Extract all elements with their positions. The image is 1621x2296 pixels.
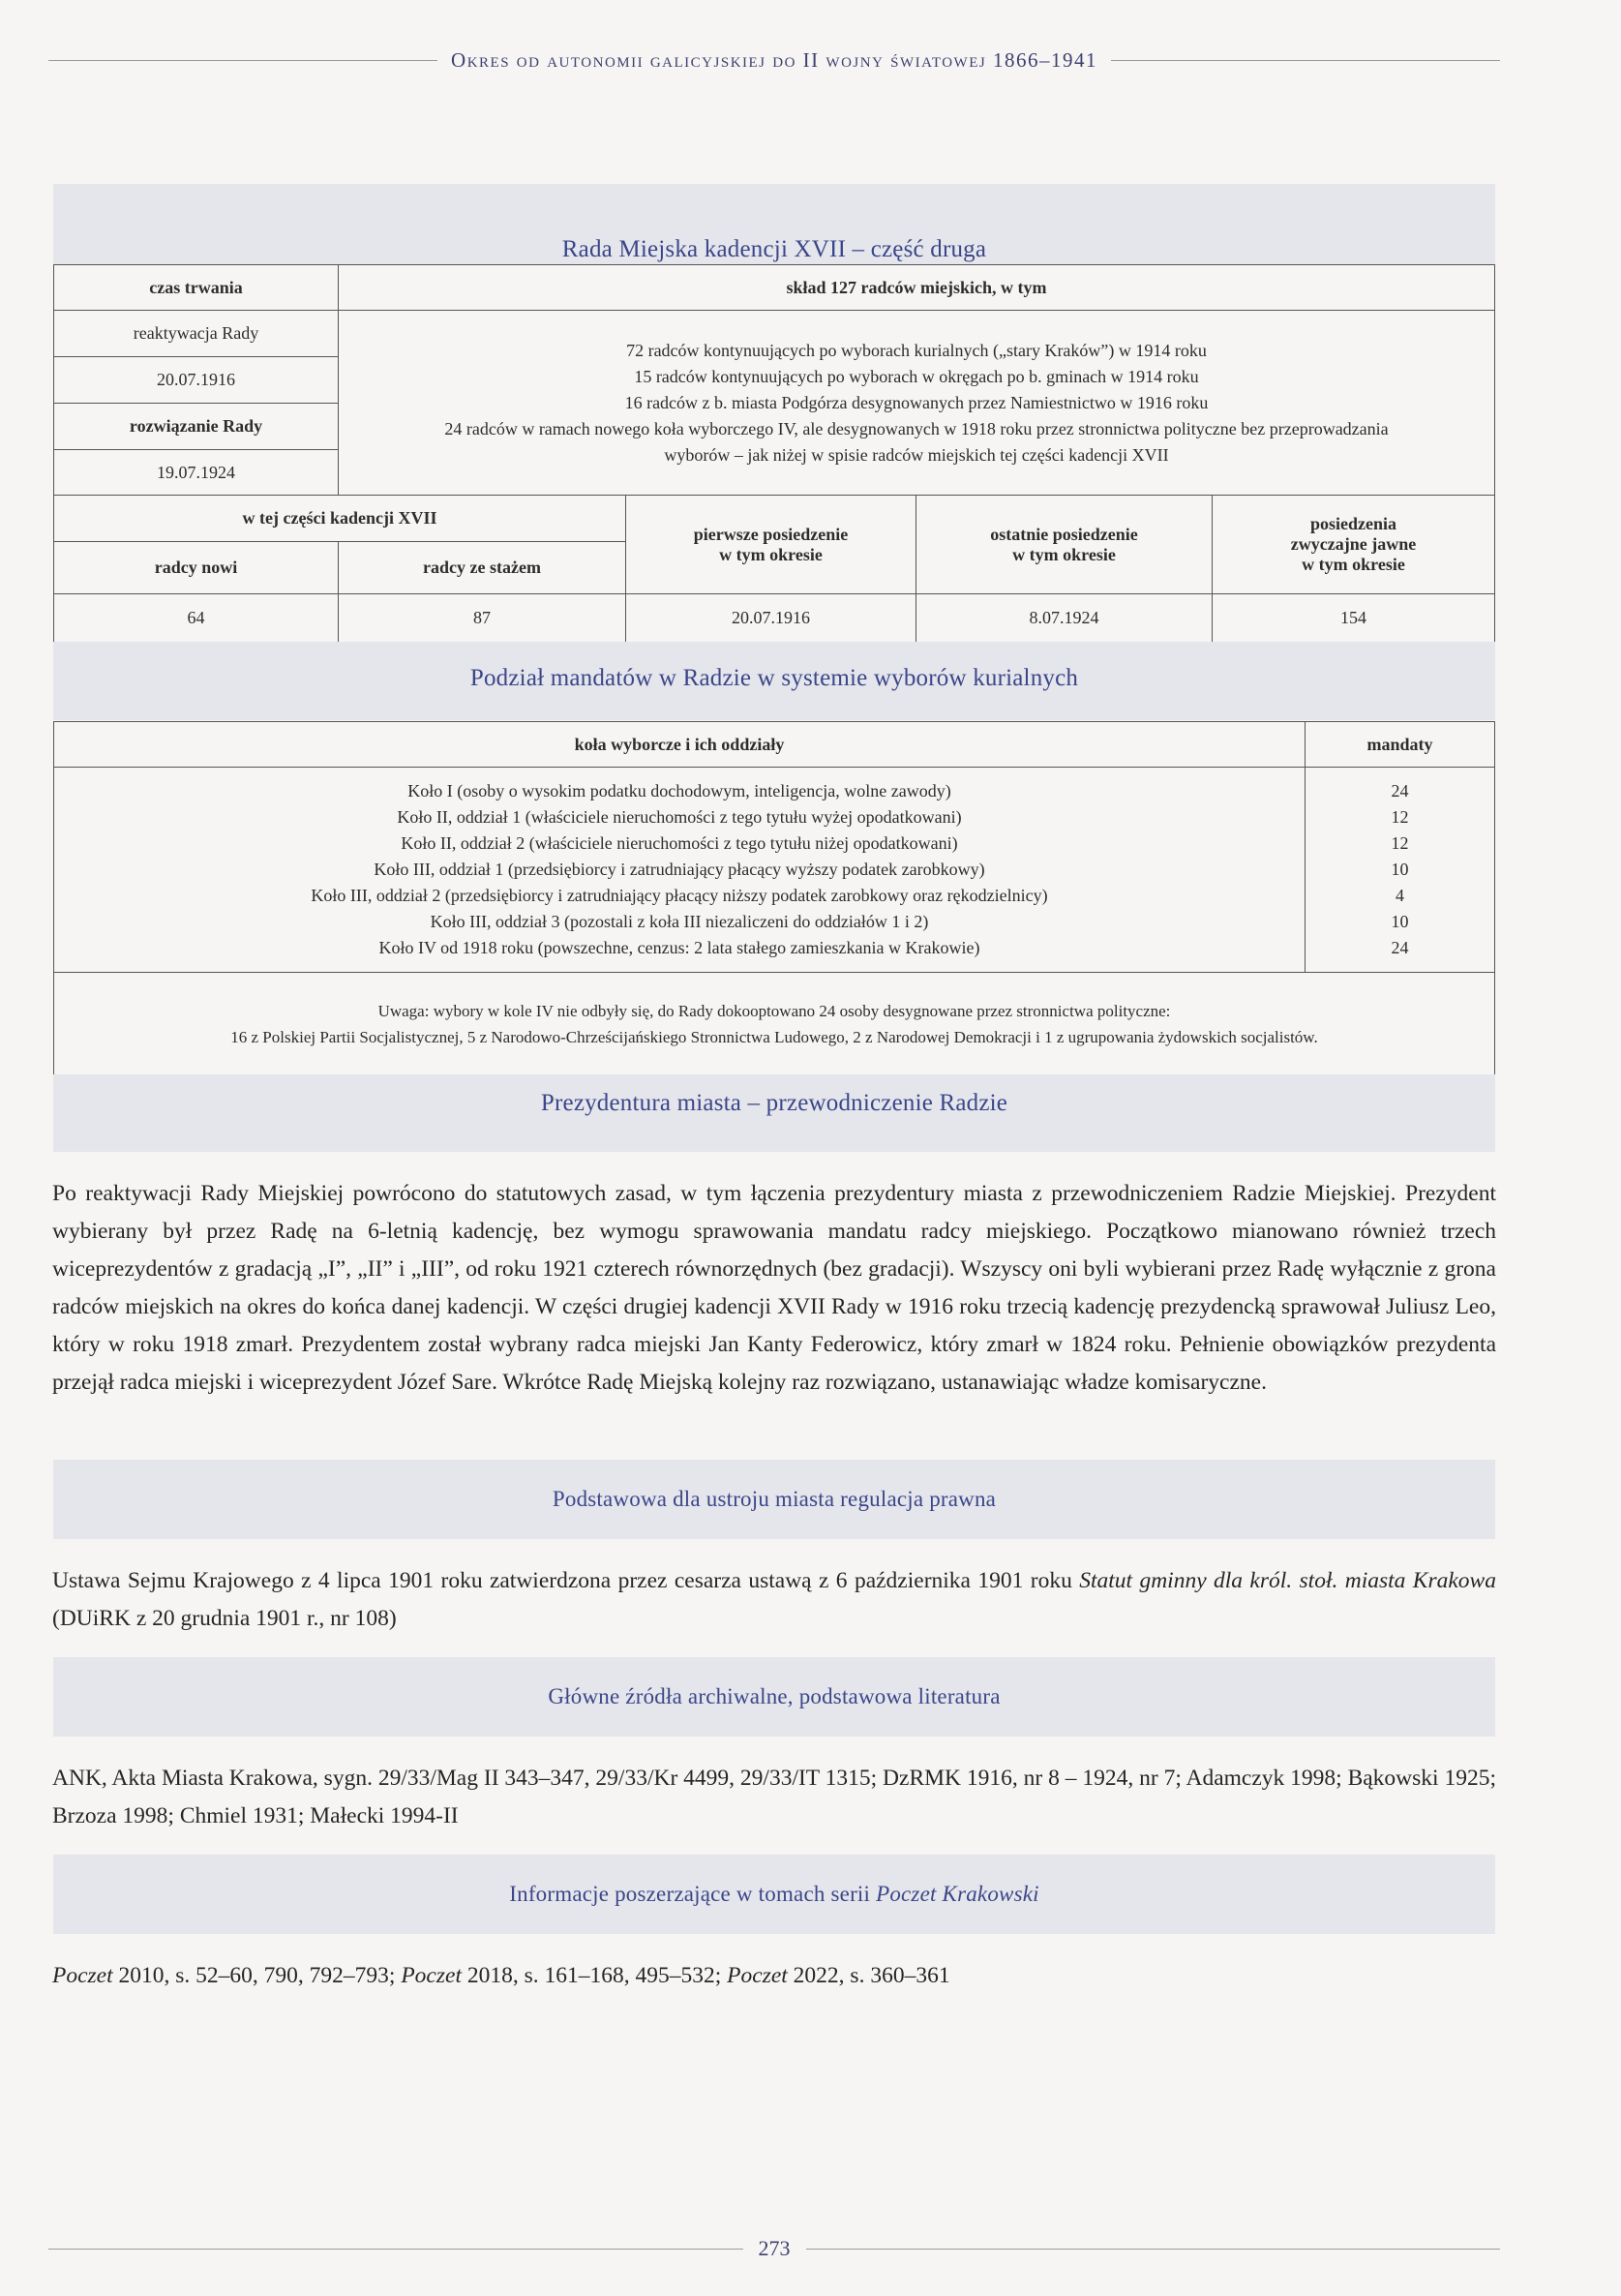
circle-row-label: Koło II, oddział 2 (właściciele nieruchomości z tego tytułu niżej opodatkowani) [401, 833, 958, 853]
mandate-count: 10 [1391, 912, 1409, 931]
stats-group-header: w tej części kadencji XVII [54, 496, 626, 542]
council-table [53, 264, 1495, 497]
section-heading-mandates [53, 642, 1495, 720]
statute-title: Statut gminny dla król. stoł. miasta Krakowa [1079, 1568, 1496, 1593]
mandates-table [53, 721, 1495, 1075]
col-mandates-header: mandaty [1306, 722, 1495, 768]
reactivation-label: reaktywacja Rady [54, 311, 339, 357]
header-rule-left [48, 60, 437, 61]
running-head-title: Okres od autonomii galicyjskiej do II wojny światowej 1866–1941 [451, 48, 1097, 72]
regular-label-line3: w tym okresie [1302, 555, 1405, 574]
col-circles-header: koła wyborcze i ich oddziały [54, 722, 1306, 768]
legal-paragraph [52, 1562, 1496, 1638]
sources-title: Główne źródła archiwalne, podstawowa literatura [548, 1684, 1001, 1708]
running-head [48, 48, 1500, 73]
note-line: Uwaga: wybory w kole IV nie odbyły się, do Rady dokooptowano 24 osoby desygnowane przez stronnictwa polityczne: [377, 1001, 1171, 1020]
circle-row-label: Koło IV od 1918 roku (powszechne, cenzus: 2 lata stałego zamieszkania w Krakowie) [378, 938, 980, 957]
mandate-count: 12 [1391, 833, 1409, 853]
reference-pages: 2018, s. 161–168, 495–532; [461, 1963, 728, 1988]
dissolution-date: 19.07.1924 [54, 450, 339, 497]
dissolution-label: rozwiązanie Rady [54, 404, 339, 450]
legal-title: Podstawowa dla ustroju miasta regulacja prawna [552, 1487, 997, 1511]
mandate-count: 12 [1391, 807, 1409, 827]
reactivation-date: 20.07.1916 [54, 357, 339, 404]
mandates-title: Podział mandatów w Radzie w systemie wyborów kurialnych [469, 664, 1079, 691]
mandate-count: 24 [1391, 938, 1409, 957]
regular-meetings-value: 154 [1213, 594, 1495, 643]
composition-line: 72 radców kontynuujących po wyborach kurialnych („stary Kraków”) w 1914 roku [626, 341, 1207, 360]
reference-series: Poczet [727, 1963, 788, 1988]
presidency-paragraph: Po reaktywacji Rady Miejskiej powrócono do statutowych zasad, w tym łączenia prezydentury miasta z przewodniczeniem Radzie Miejskiej. Prezydent wybierany był przez Radę na 6-letnią kadencję, bez wymogu sprawowania mandatu radcy miejskiego. Początkowo mianowano również trzech wiceprezydentów z gradacją „I”, „II” i „III”, od roku 1921 czterech równorzędnych (bez gradacji). Wszyscy oni byli wybierani przez Radę wyłącznie z grona radców miejskich na okres do końca danej kadencji. W części drugiej kadencji XVII Rady w 1916 roku trzecią kadencję prezydencką sprawował Juliusz Leo, który w roku 1918 zmarł. Prezydentem został wybrany radca miejski Jan Kanty Federowicz, który zmarł w 1824 roku. Pełnienie obowiązków prezydenta przejął radca miejski i wiceprezydent Józef Sare. Wkrótce Radę Miejską kolejny raz rozwiązano, ustanawiając władze komisaryczne. [52, 1181, 1496, 1395]
further-info-title [509, 1882, 1038, 1907]
section-heading-further-info [53, 1855, 1495, 1934]
regular-label-line2: zwyczajne jawne [1290, 534, 1417, 554]
last-meeting-header [916, 496, 1213, 594]
note-line: 16 z Polskiej Partii Socjalistycznej, 5 z Narodowo-Chrześcijańskiego Stronnictwa Ludowego, 2 z Narodowej Demokracji i 1 z ugrupowania żydowskich socjalistów. [230, 1027, 1318, 1046]
circle-row-label: Koło III, oddział 1 (przedsiębiorcy i zatrudniający płacący wyższy podatek zarobkowy) [374, 860, 985, 879]
council-stats-table [53, 495, 1495, 643]
footer-rule-right [806, 2249, 1501, 2250]
references-paragraph [52, 1957, 1496, 1995]
new-councillors-value: 64 [54, 594, 339, 643]
further-info-title-text: Informacje poszerzające w tomach serii [509, 1882, 877, 1906]
header-rule-right [1111, 60, 1500, 61]
reference-series: Poczet [401, 1963, 462, 1988]
composition-line: 15 radców kontynuujących po wyborach w okręgach po b. gminach w 1914 roku [634, 367, 1199, 386]
regular-label-line1: posiedzenia [1309, 514, 1396, 533]
circle-row-label: Koło III, oddział 3 (pozostali z koła III niezaliczeni do oddziałów 1 i 2) [430, 912, 929, 931]
section-heading-presidency [53, 1074, 1495, 1152]
first-meeting-value: 20.07.1916 [626, 594, 916, 643]
mandates-cell [1306, 768, 1495, 973]
mandates-note [54, 973, 1495, 1075]
page-number: 273 [758, 2236, 791, 2260]
composition-cell [339, 311, 1495, 497]
sources-paragraph: ANK, Akta Miasta Krakowa, sygn. 29/33/Mag II 343–347, 29/33/Kr 4499, 29/33/IT 1315; DzRMK 1916, nr 8 – 1924, nr 7; Adamczyk 1998; Bąkowski 1925; Brzoza 1998; Chmiel 1931; Małecki 1994-II [52, 1766, 1496, 1828]
council-title: Rada Miejska kadencji XVII – część druga [561, 236, 987, 262]
new-councillors-header: radcy nowi [54, 542, 339, 594]
tenured-councillors-header: radcy ze stażem [339, 542, 626, 594]
legal-text: Ustawa Sejmu Krajowego z 4 lipca 1901 roku zatwierdzona przez cesarza ustawą z 6 października 1901 roku [52, 1568, 1080, 1593]
section-heading-legal [53, 1460, 1495, 1539]
circle-row-label: Koło II, oddział 1 (właściciele nieruchomości z tego tytułu wyżej opodatkowani) [397, 807, 962, 827]
circle-row-label: Koło I (osoby o wysokim podatku dochodowym, inteligencja, wolne zawody) [407, 781, 951, 801]
composition-line: 24 radców w ramach nowego koła wyborczego IV, ale desygnowanych w 1918 roku przez stronnictwa polityczne bez przeprowadzania [444, 419, 1389, 438]
col-duration-header: czas trwania [54, 265, 339, 311]
reference-pages: 2022, s. 360–361 [787, 1963, 950, 1988]
reference-series: Poczet [52, 1963, 113, 1988]
col-composition-header: skład 127 radców miejskich, w tym [339, 265, 1495, 311]
series-title: Poczet Krakowski [876, 1882, 1039, 1906]
tenured-councillors-value: 87 [339, 594, 626, 643]
legal-citation: (DUiRK z 20 grudnia 1901 r., nr 108) [52, 1606, 397, 1631]
composition-line: wyborów – jak niżej w spisie radców miejskich tej części kadencji XVII [664, 445, 1169, 465]
last-meeting-label-line2: w tym okresie [1012, 544, 1116, 564]
presidency-title: Prezydentura miasta – przewodniczenie Radzie [540, 1090, 1008, 1116]
last-meeting-value: 8.07.1924 [916, 594, 1213, 643]
composition-line: 16 radców z b. miasta Podgórza desygnowanych przez Namiestnictwo w 1916 roku [624, 393, 1209, 412]
last-meeting-label-line1: ostatnie posiedzenie [990, 524, 1138, 544]
first-meeting-label-line2: w tym okresie [719, 544, 823, 564]
reference-pages: 2010, s. 52–60, 790, 792–793; [112, 1963, 402, 1988]
circles-cell [54, 768, 1306, 973]
mandate-count: 10 [1391, 860, 1409, 879]
mandate-count: 24 [1391, 781, 1409, 801]
first-meeting-header [626, 496, 916, 594]
section-heading-sources [53, 1657, 1495, 1737]
first-meeting-label-line1: pierwsze posiedzenie [693, 524, 849, 544]
regular-meetings-header [1213, 496, 1495, 594]
circle-row-label: Koło III, oddział 2 (przedsiębiorcy i zatrudniający płacący niższy podatek zarobkowy oraz rękodzielnicy) [311, 886, 1048, 905]
mandate-count: 4 [1396, 886, 1404, 905]
footer-rule-left [48, 2249, 743, 2250]
page-footer [48, 2236, 1500, 2261]
